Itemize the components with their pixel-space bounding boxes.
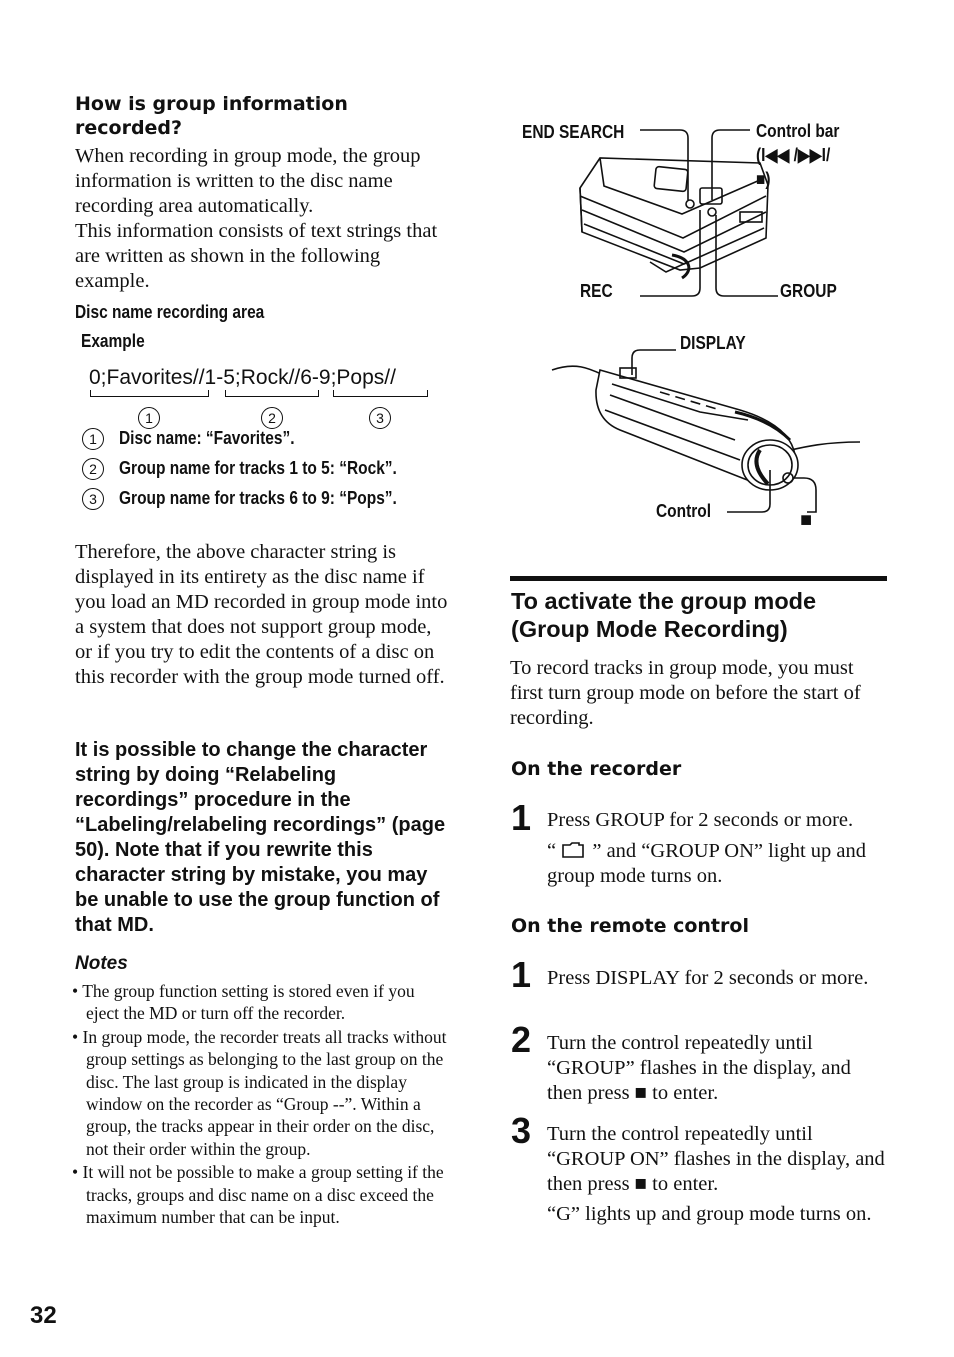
note-item: • The group function setting is stored even if you eject the MD or turn off the recorder. <box>72 980 452 1025</box>
step-number: 1 <box>511 954 532 995</box>
question-heading: How is group information recorded? <box>75 93 348 139</box>
section-rule <box>510 576 887 581</box>
legend-number: 1 <box>82 428 104 450</box>
note-item: • It will not be possible to make a group setting if the tracks, groups and disc name on a disc exceed the maximum number that can be input. <box>72 1161 452 1228</box>
step-number: 1 <box>511 797 532 838</box>
step-text: Turn the control repeatedly until “GROUP ON” flashes in the display, and then press ■ to enter. <box>547 1123 885 1195</box>
circle-mark-3: 3 <box>369 407 391 429</box>
intro-paragraph-2: This information consists of text strings that are written as shown in the following example. <box>75 220 438 292</box>
folder-icon <box>561 841 587 859</box>
intro-paragraph: When recording in group mode, the group information is written to the disc name recording area automatically. <box>75 145 421 217</box>
note-item: • In group mode, the recorder treats all tracks without group settings as belonging to the last group on the disc. The last group is indicated in the display window on the recorder as “Group --”. Within a group, the tracks appear in their order on the disc, not their order within the group. <box>72 1026 452 1160</box>
step-text: Press DISPLAY for 2 seconds or more. <box>547 967 869 989</box>
section-intro: To record tracks in group mode, you must first turn group mode on before the start of recording. <box>510 657 861 729</box>
step-result: “G” lights up and group mode turns on. <box>547 1203 872 1225</box>
control-bar-stop: ■) <box>756 169 771 189</box>
circle-mark-2: 2 <box>261 407 283 429</box>
therefore-paragraph: Therefore, the above character string is displayed in its entirety as the disc name if you load an MD recorded in group mode into a system that does not support group mode, or if you try to edit the contents of a disc on this recorder with the group mode turned off. <box>75 541 448 688</box>
remote-subheading: On the remote control <box>511 915 749 937</box>
page-number: 32 <box>30 1302 57 1329</box>
notes-list <box>72 980 452 1229</box>
recorder-subheading: On the recorder <box>511 758 682 780</box>
result-text-end: ” and “GROUP ON” light up and group mode turns on. <box>547 840 867 887</box>
display-label: DISPLAY <box>680 333 746 353</box>
device-illustration <box>0 0 954 560</box>
section-title: To activate the group mode (Group Mode Recording) <box>511 588 817 642</box>
bold-warning: It is possible to change the character string by doing “Relabeling recordings” procedure in the “Labeling/relabeling recordings” (page 50). Note that if you rewrite this character string by mistake, you may be unable to use the group function of that MD. <box>75 739 446 936</box>
example-string: 0;Favorites//1-5;Rock//6-9;Pops// <box>89 366 396 389</box>
legend-text: Group name for tracks 1 to 5: “Rock”. <box>119 458 397 478</box>
stop-symbol: ■ <box>800 509 813 531</box>
control-bar-symbols: (I◀◀ /▶▶I/ <box>756 145 831 165</box>
group-label: GROUP <box>780 281 837 301</box>
result-text-start: “ <box>547 840 557 862</box>
legend-number: 3 <box>82 488 104 510</box>
example-label: Example <box>81 331 145 351</box>
disc-area-label: Disc name recording area <box>75 302 265 322</box>
legend-number: 2 <box>82 458 104 480</box>
step-result <box>547 839 887 889</box>
rec-label: REC <box>580 281 613 301</box>
legend-text: Group name for tracks 6 to 9: “Pops”. <box>119 488 397 508</box>
legend-text: Disc name: “Favorites”. <box>119 428 295 448</box>
step-number: 3 <box>511 1110 532 1151</box>
step-text: Turn the control repeatedly until “GROUP” flashes in the display, and then press ■ to enter. <box>547 1032 851 1104</box>
control-label: Control <box>656 501 712 521</box>
control-bar-label: Control bar <box>756 121 840 141</box>
end-search-label: END SEARCH <box>522 122 625 142</box>
step-number: 2 <box>511 1019 532 1060</box>
circle-mark-1: 1 <box>138 407 160 429</box>
notes-heading: Notes <box>75 953 128 974</box>
step-text: Press GROUP for 2 seconds or more. <box>547 809 854 831</box>
